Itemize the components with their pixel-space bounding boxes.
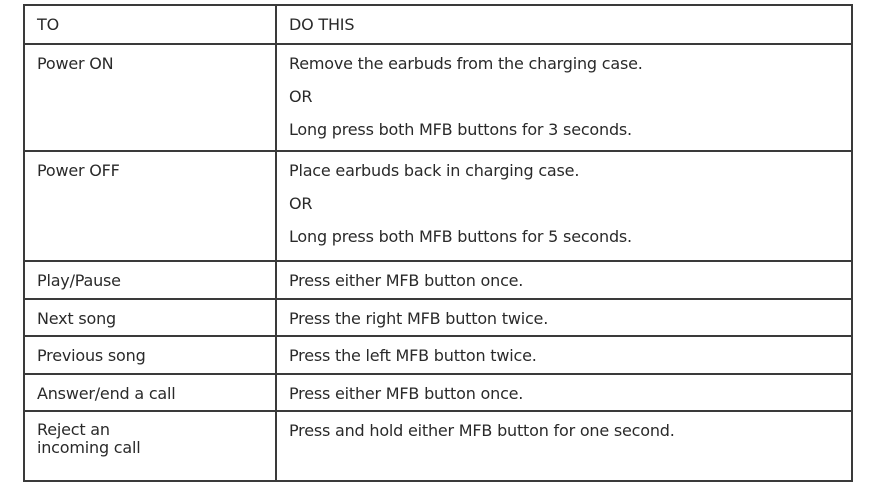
row-instruction: Press and hold either MFB button for one second. [276,411,852,481]
instruction-line: Remove the earbuds from the charging case. [289,54,643,73]
header-do-this: DO THIS [276,5,852,44]
row-instruction: Press either MFB button once. [276,374,852,411]
row-action: Play/Pause [24,261,276,299]
table-row [24,411,852,481]
row-action: Power ON [24,44,276,151]
table-row [24,44,852,151]
header-to: TO [24,5,276,44]
instruction-line: Long press both MFB buttons for 5 seconds. [289,227,632,246]
row-instruction: Press either MFB button once. [276,261,852,299]
row-instruction [276,151,852,261]
row-action: Answer/end a call [24,374,276,411]
instruction-line: OR [289,194,313,213]
row-instruction: Press the left MFB button twice. [276,336,852,374]
action-line: incoming call [37,438,141,457]
table-row [24,374,852,411]
instruction-line: Place earbuds back in charging case. [289,161,580,180]
row-action: Previous song [24,336,276,374]
row-action: Power OFF [24,151,276,261]
table-row [24,151,852,261]
table-row [24,261,852,299]
row-action: Next song [24,299,276,336]
instruction-line: Long press both MFB buttons for 3 seconds. [289,120,632,139]
row-instruction: Press the right MFB button twice. [276,299,852,336]
row-action [24,411,276,481]
table-row [24,336,852,374]
table-header-row [24,5,852,44]
table-row [24,299,852,336]
action-line: Reject an [37,420,110,439]
instruction-line: OR [289,87,313,106]
row-instruction [276,44,852,151]
controls-table [23,4,853,482]
